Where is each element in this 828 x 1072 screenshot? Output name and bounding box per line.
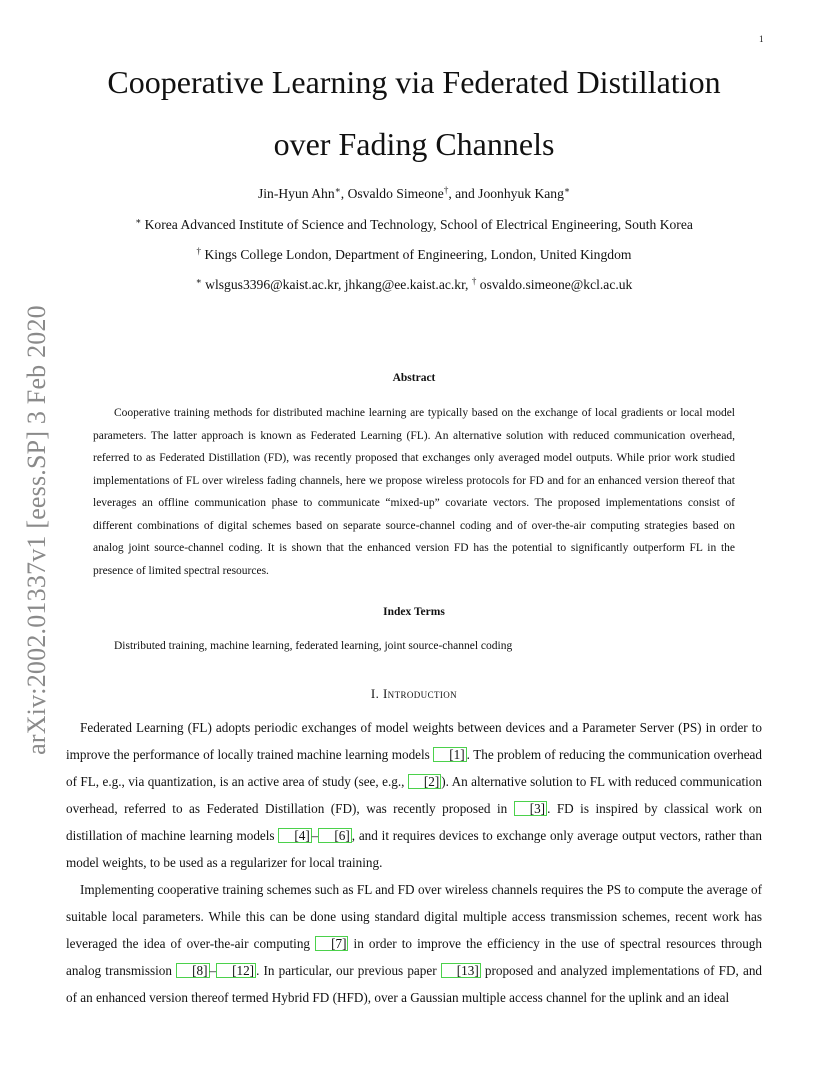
paragraph-2 xyxy=(66,876,762,1011)
citation-link[interactable]: [8] xyxy=(176,963,209,978)
section-heading-introduction xyxy=(60,686,768,702)
affiliation-1 xyxy=(60,218,768,232)
section-heading-text: I. Introduction xyxy=(370,686,458,701)
abstract-heading: Abstract xyxy=(392,372,436,384)
author-3: Joonhyuk Kang xyxy=(478,186,564,201)
page-number: 1 xyxy=(759,34,764,44)
index-terms-body: Distributed training, machine learning, federated learning, joint source-channel coding xyxy=(114,640,513,652)
citation-link[interactable]: [7] xyxy=(315,936,348,951)
email-list-1: wlsgus3396@kaist.ac.kr, jhkang@ee.kaist.ac.kr, xyxy=(205,277,469,292)
author-3-mark: ∗ xyxy=(563,185,571,195)
affiliation-2 xyxy=(60,248,768,262)
text-run: – xyxy=(209,963,217,978)
citation-link[interactable]: [4] xyxy=(278,828,311,843)
citation-link[interactable]: [2] xyxy=(408,774,441,789)
paper-title-line-2: over Fading Channels xyxy=(273,126,555,162)
email-mark-1: ∗ xyxy=(195,276,202,286)
affiliation-2-text: Kings College London, Department of Engineering, London, United Kingdom xyxy=(204,247,632,262)
author-separator-2: , and xyxy=(448,186,479,201)
author-separator-1: , xyxy=(340,186,348,201)
text-run: , and it requires devices to exchange only average output vectors, rather than model weights, to be used as a regularizer for local training. xyxy=(66,828,762,870)
affiliation-2-mark: † xyxy=(196,246,202,256)
text-run: proposed and analyzed implementations of FD, and of an enhanced version thereof termed Hybrid FD (HFD), over a Gaussian multiple access channel for the uplink and an ideal xyxy=(66,963,763,1005)
paper-title-line-1: Cooperative Learning via Federated Distillation xyxy=(107,64,721,100)
citation-link[interactable]: [13] xyxy=(441,963,481,978)
index-terms-heading: Index Terms xyxy=(383,606,445,618)
arxiv-stamp: arXiv:2002.01337v1 [eess.SP] 3 Feb 2020 xyxy=(22,305,51,755)
affiliation-1-mark: ∗ xyxy=(135,216,142,226)
citation-link[interactable]: [12] xyxy=(216,963,256,978)
text-run: Federated Learning (FL) adopts periodic exchanges of model weights between devices and a Parameter Server (PS) in order to improve the performance of locally trained machine learning models xyxy=(66,720,762,762)
citation-link[interactable]: [3] xyxy=(514,801,547,816)
paragraph-1 xyxy=(66,714,762,876)
text-run: . In particular, our previous paper xyxy=(256,963,441,978)
email-line xyxy=(60,278,768,292)
abstract-body: Cooperative training methods for distributed machine learning are typically based on the exchange of local gradients or local model parameters. The latter approach is known as Federated Learning (FL). An alternative solution with reduced communication overhead, referred to as Federated Distillation (FD), was recently proposed that exchanges only averaged model outputs. While prior work studied implementations of FL over wireless fading channels, here we propose wireless protocols for FD and for an enhanced version thereof that leverages an offline communication phase to communicate “mixed-up” covariate vectors. The proposed implementations consist of different combinations of digital schemes based on separate source-channel coding and of over-the-air computing strategies based on analog joint source-channel coding. It is shown that the enhanced version FD has the potential to significantly outperform FL in the presence of limited spectral resources. xyxy=(93,407,735,577)
text-run: in order to improve the efficiency in the use of spectral resources through analog transmission xyxy=(66,936,762,978)
text-run: – xyxy=(311,828,319,843)
author-line xyxy=(60,187,768,201)
introduction-body xyxy=(66,714,762,1011)
author-2: Osvaldo Simeone xyxy=(347,186,444,201)
text-run: . FD is inspired by classical work on distillation of machine learning models xyxy=(66,801,762,843)
author-1-mark: ∗ xyxy=(334,185,341,195)
citation-link[interactable]: [6] xyxy=(318,828,351,843)
author-2-mark: † xyxy=(443,185,449,195)
affiliation-1-text: Korea Advanced Institute of Science and Technology, School of Electrical Engineering, South Korea xyxy=(144,217,693,232)
text-run: ). An alternative solution to FL with reduced communication overhead, referred to as Federated Distillation (FD), was recently proposed in xyxy=(66,774,762,816)
citation-link[interactable]: [1] xyxy=(433,747,466,762)
email-mark-2: † xyxy=(471,276,477,286)
author-1: Jin-Hyun Ahn xyxy=(257,186,335,201)
text-run: Implementing cooperative training schemes such as FL and FD over wireless channels requires the PS to compute the average of suitable local parameters. While this can be done using standard digital multiple access transmission schemes, recent work has leveraged the idea of over-the-air computing xyxy=(66,882,762,951)
text-run: . The problem of reducing the communication overhead of FL, e.g., via quantization, is an active area of study (see, e.g., xyxy=(66,747,762,789)
email-list-2: osvaldo.simeone@kcl.ac.uk xyxy=(479,277,633,292)
